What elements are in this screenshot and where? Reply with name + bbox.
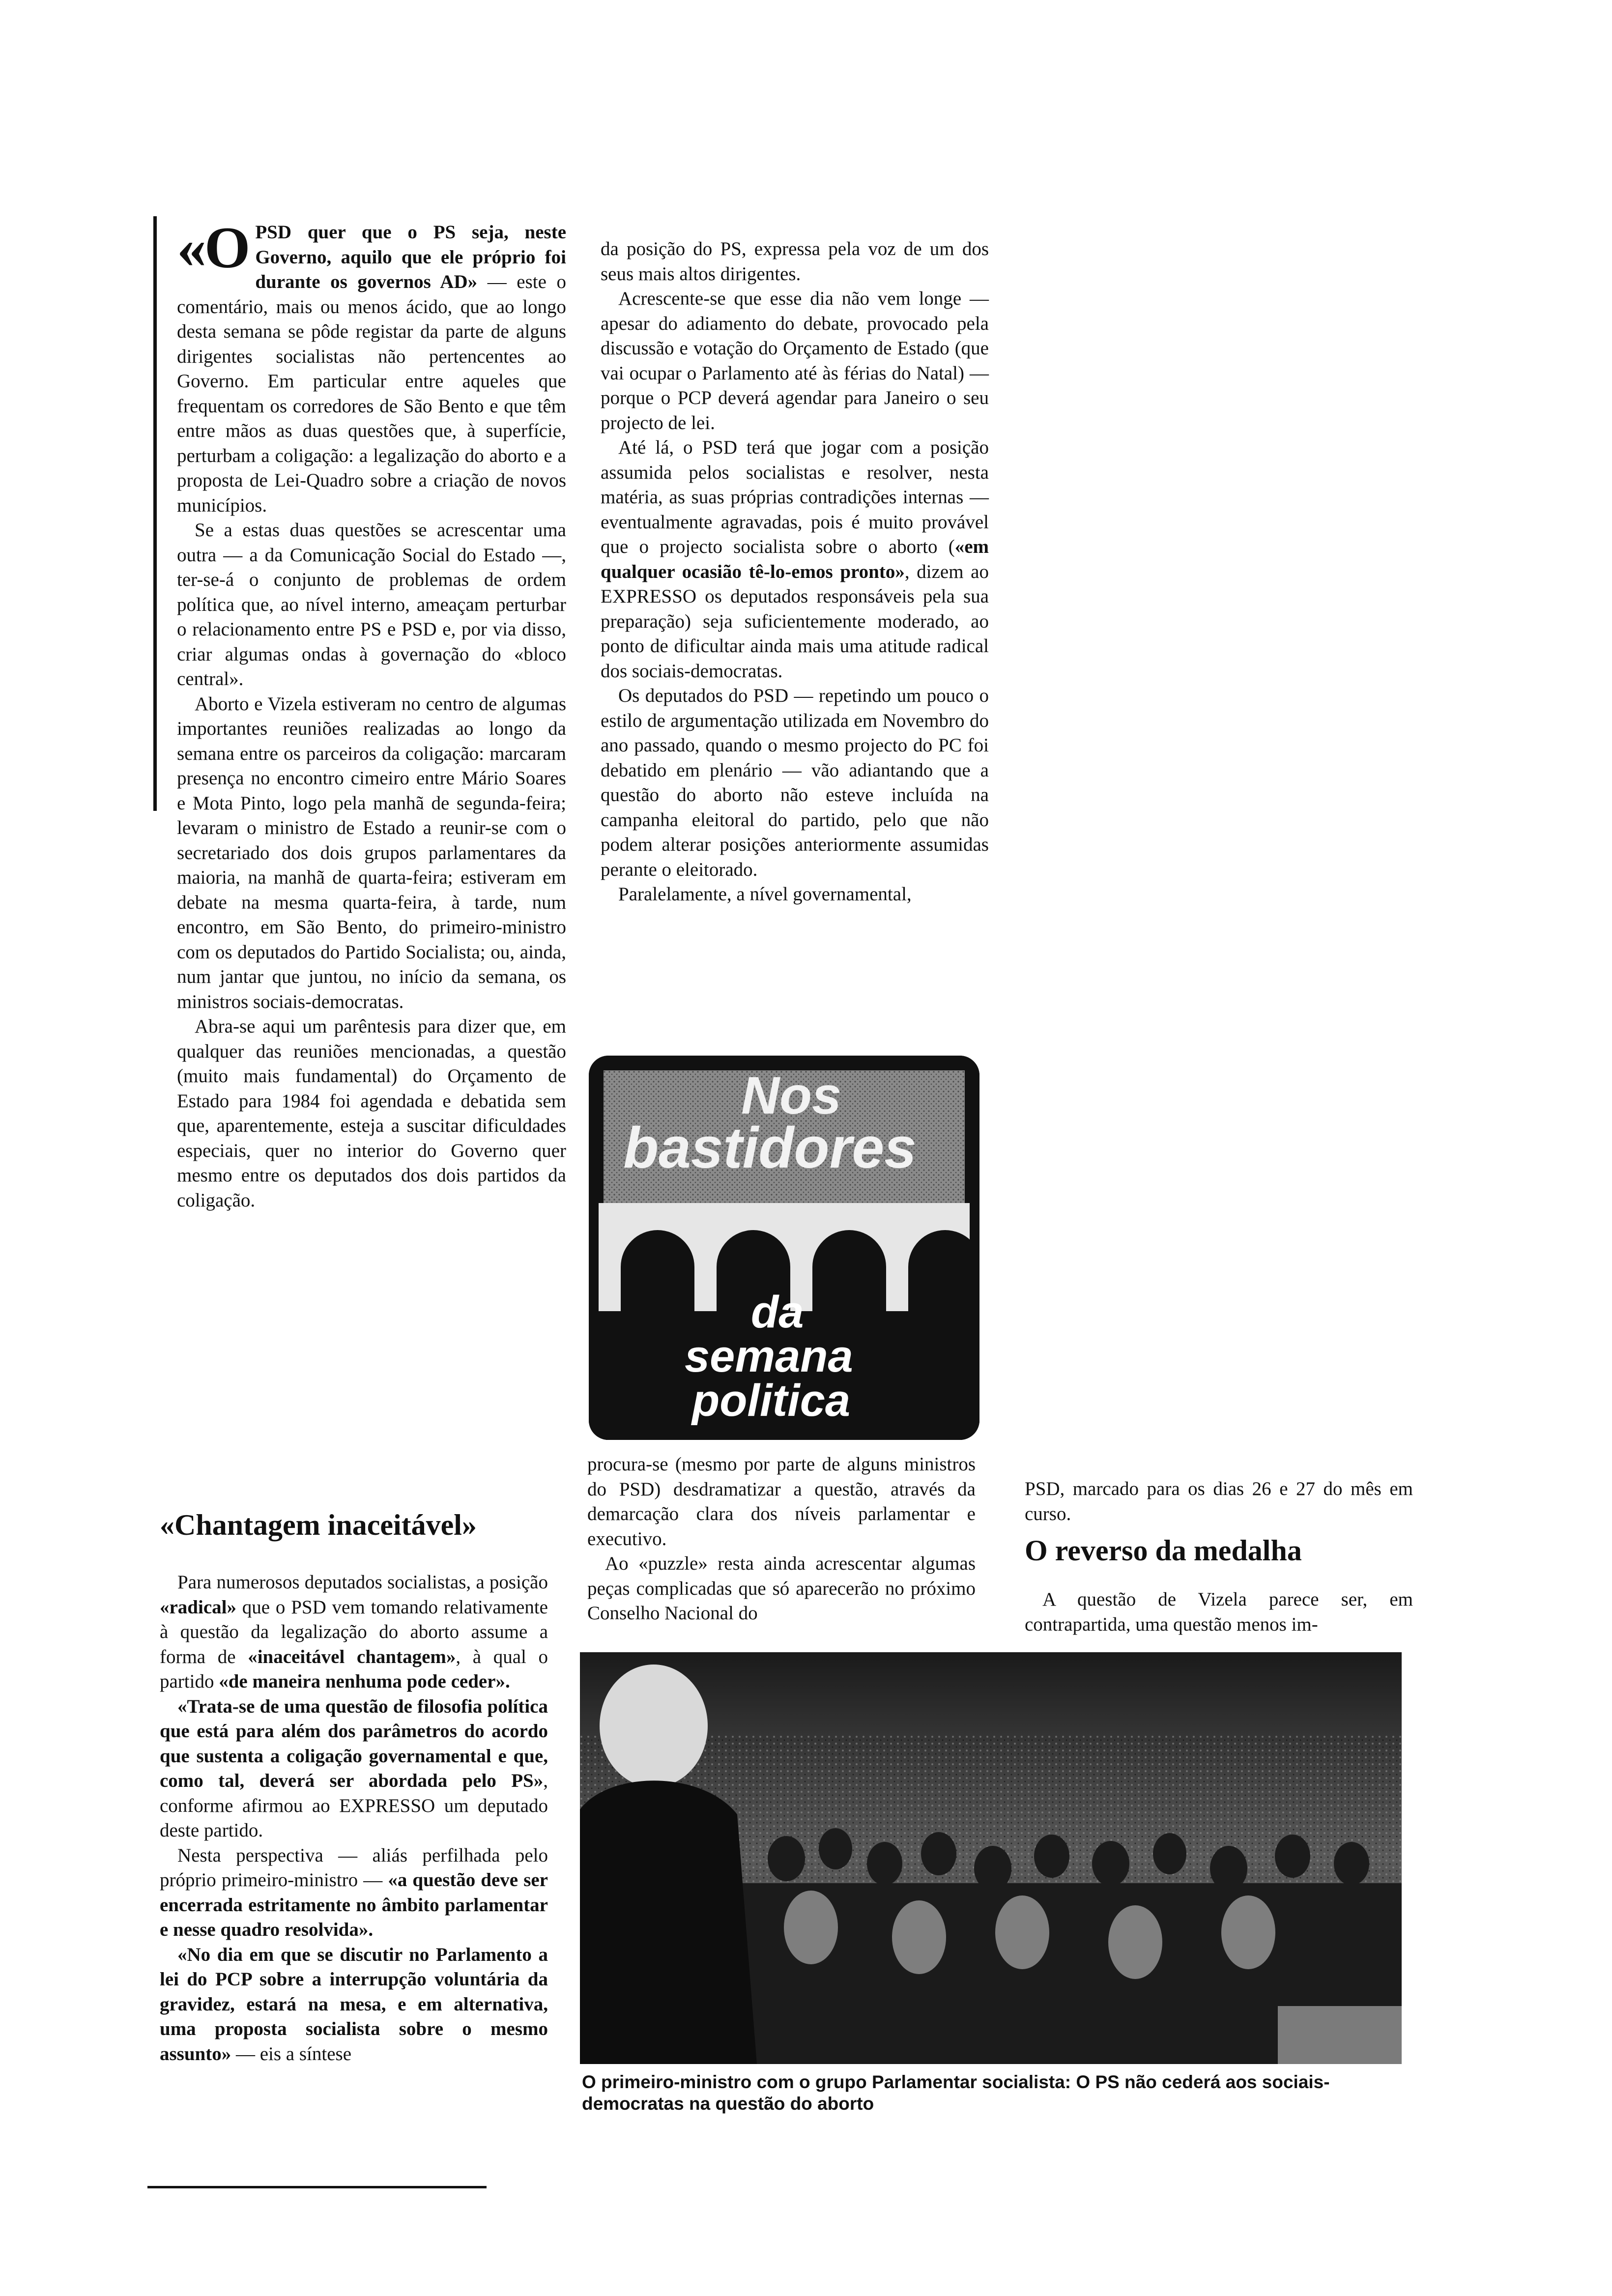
section-box-bastidores (589, 1056, 979, 1440)
box-title-bastidores: bastidores (623, 1116, 917, 1180)
paragraph: Para numerosos deputados socialistas, a posição «radical» que o PSD vem tomando relativamente à questão da legalização do aborto assume a forma de «inaceitável chantagem», à qual o partido «de maneira nenhuma pode ceder». (160, 1572, 548, 1692)
paragraph: Acrescente-se que esse dia não vem longe — apesar do adiamento do debate, provocado pela discussão e votação do Orçamento de Estado (que vai ocupar o Parlamento até às férias do Natal) — porque o PCP deverá agendar para Janeiro o seu projecto de lei. (601, 288, 989, 433)
paragraph: Se a estas duas questões se acrescentar uma outra — a da Comunicação Social do Estado —, ter-se-á o conjunto de problemas de ordem política que, ao nível interno, ameaçam perturbar o relacionamento entre PS e PSD e, por via disso, criar algumas ondas à governação do «bloco central». (177, 519, 566, 689)
photo-image (580, 1652, 1402, 2064)
paragraph: Paralelamente, a nível governamental, (618, 884, 912, 905)
article-column-2b (587, 1452, 976, 1626)
lead-paragraph (177, 215, 566, 518)
article-column-1b (160, 1570, 548, 2066)
paragraph: procura-se (mesmo por parte de alguns ministros do PSD) desdramatizar a questão, através da demarcação clara dos níveis parlamentar e executivo. (587, 1454, 976, 1550)
paragraph: PSD quer que o PS seja, neste Governo, aquilo que ele próprio foi durante os governos AD» — este o comentário, mais ou menos ácido, que ao longo desta semana se pôde registar da parte de alguns dirigentes socialistas não pertencentes ao Governo. Em particular entre aqueles que frequentam os corredores de São Bento e que têm entre mãos as duas questões que, à superfície, perturbam a coligação: a legalização do aborto e a proposta de Lei-Quadro sobre a criação de novos municípios. (177, 222, 566, 516)
paragraph: PSD, marcado para os dias 26 e 27 do mês em curso. (1025, 1478, 1413, 1524)
photo-caption: O primeiro-ministro com o grupo Parlamentar socialista: O PS não cederá aos sociais-democratas na questão do aborto (582, 2072, 1330, 2114)
paragraph: Nesta perspectiva — aliás perfilhada pelo próprio primeiro-ministro — «a questão deve ser encerrada estritamente no âmbito parlamentar e nesse quadro resolvida». (160, 1844, 548, 1940)
paragraph: A questão de Vizela parece ser, em contrapartida, uma questão menos im- (1025, 1589, 1413, 1635)
article-column-2 (601, 237, 989, 907)
paragraph: da posição do PS, expressa pela voz de um dos seus mais altos dirigentes. (601, 238, 989, 285)
column-rule (153, 216, 157, 811)
drop-cap: «O (177, 215, 249, 280)
headline-reverso: O reverso da medalha (1025, 1534, 1302, 1567)
paragraph: Ao «puzzle» resta ainda acrescentar algumas peças complicadas que só aparecerão no próximo Conselho Nacional do (587, 1553, 976, 1624)
photo-parliamentary-group (580, 1652, 1402, 2064)
paragraph: Abra-se aqui um parêntesis para dizer que, em qualquer das reuniões mencionadas, a questão (muito mais fundamental) do Orçamento de Estado para 1984 foi agendada e debatida sem que, aparentemente, esteja a suscitar dificuldades especiais, quer no interior do Governo quer mesmo entre os deputados dos dois partidos da coligação. (177, 1016, 566, 1211)
paragraph: «No dia em que se discutir no Parlamento a lei do PCP sobre a interrupção voluntária da gravidez, estará na mesa, e em alternativa, uma proposta socialista sobre o mesmo assunto» — eis a síntese (160, 1944, 548, 2065)
bottom-rule (147, 2186, 487, 2188)
article-column-3b (1025, 1587, 1413, 1637)
box-title-politica: politica (692, 1376, 851, 1426)
box-title-nos: Nos (741, 1065, 842, 1125)
article-column-1 (177, 215, 566, 1213)
paragraph: Os deputados do PSD — repetindo um pouco o estilo de argumentação utilizada em Novembro do ano passado, quando o mesmo projecto do PC foi debatido em plenário — vão adiantando que a questão do aborto não esteve incluída na campanha eleitoral do partido, pelo que não podem alterar posições anteriormente assumidas perante o eleitorado. (601, 685, 989, 880)
article-column-3 (1025, 1477, 1413, 1526)
paragraph: Aborto e Vizela estiveram no centro de algumas importantes reuniões realizadas ao longo da semana entre os parceiros da coligação: marcaram presença no encontro cimeiro entre Mário Soares e Mota Pinto, logo pela manhã de segunda-feira; levaram o ministro de Estado a reunir-se com o secretariado dos dois grupos parlamentares da maioria, na manhã de quarta-feira; estiveram em debate na mesma quarta-feira, à tarde, num encontro, em São Bento, do primeiro-ministro com os deputados do Partido Socialista; ou, ainda, num jantar que juntou, no início da semana, os ministros sociais-democratas. (177, 693, 566, 1012)
box-title-da: da (751, 1287, 804, 1337)
paragraph: Até lá, o PSD terá que jogar com a posição assumida pelos socialistas e resolver, nesta matéria, as suas próprias contradições internas — eventualmente agravadas, pois é muito provável que o projecto socialista sobre o aborto («em qualquer ocasião tê-lo-emos pronto», dizem ao EXPRESSO os deputados responsáveis pela sua preparação) seja suficientemente moderado, ao ponto de dificultar ainda mais uma atitude radical dos sociais-democratas. (601, 437, 989, 682)
headline-chantagem: «Chantagem inaceitável» (160, 1509, 477, 1541)
paragraph: «Trata-se de uma questão de filosofia política que está para além dos parâmetros do acordo que sustenta a coligação governamental e que, como tal, deverá ser abordada pelo PS», conforme afirmou ao EXPRESSO um deputado deste partido. (160, 1695, 548, 1841)
box-title-semana: semana (685, 1331, 853, 1381)
